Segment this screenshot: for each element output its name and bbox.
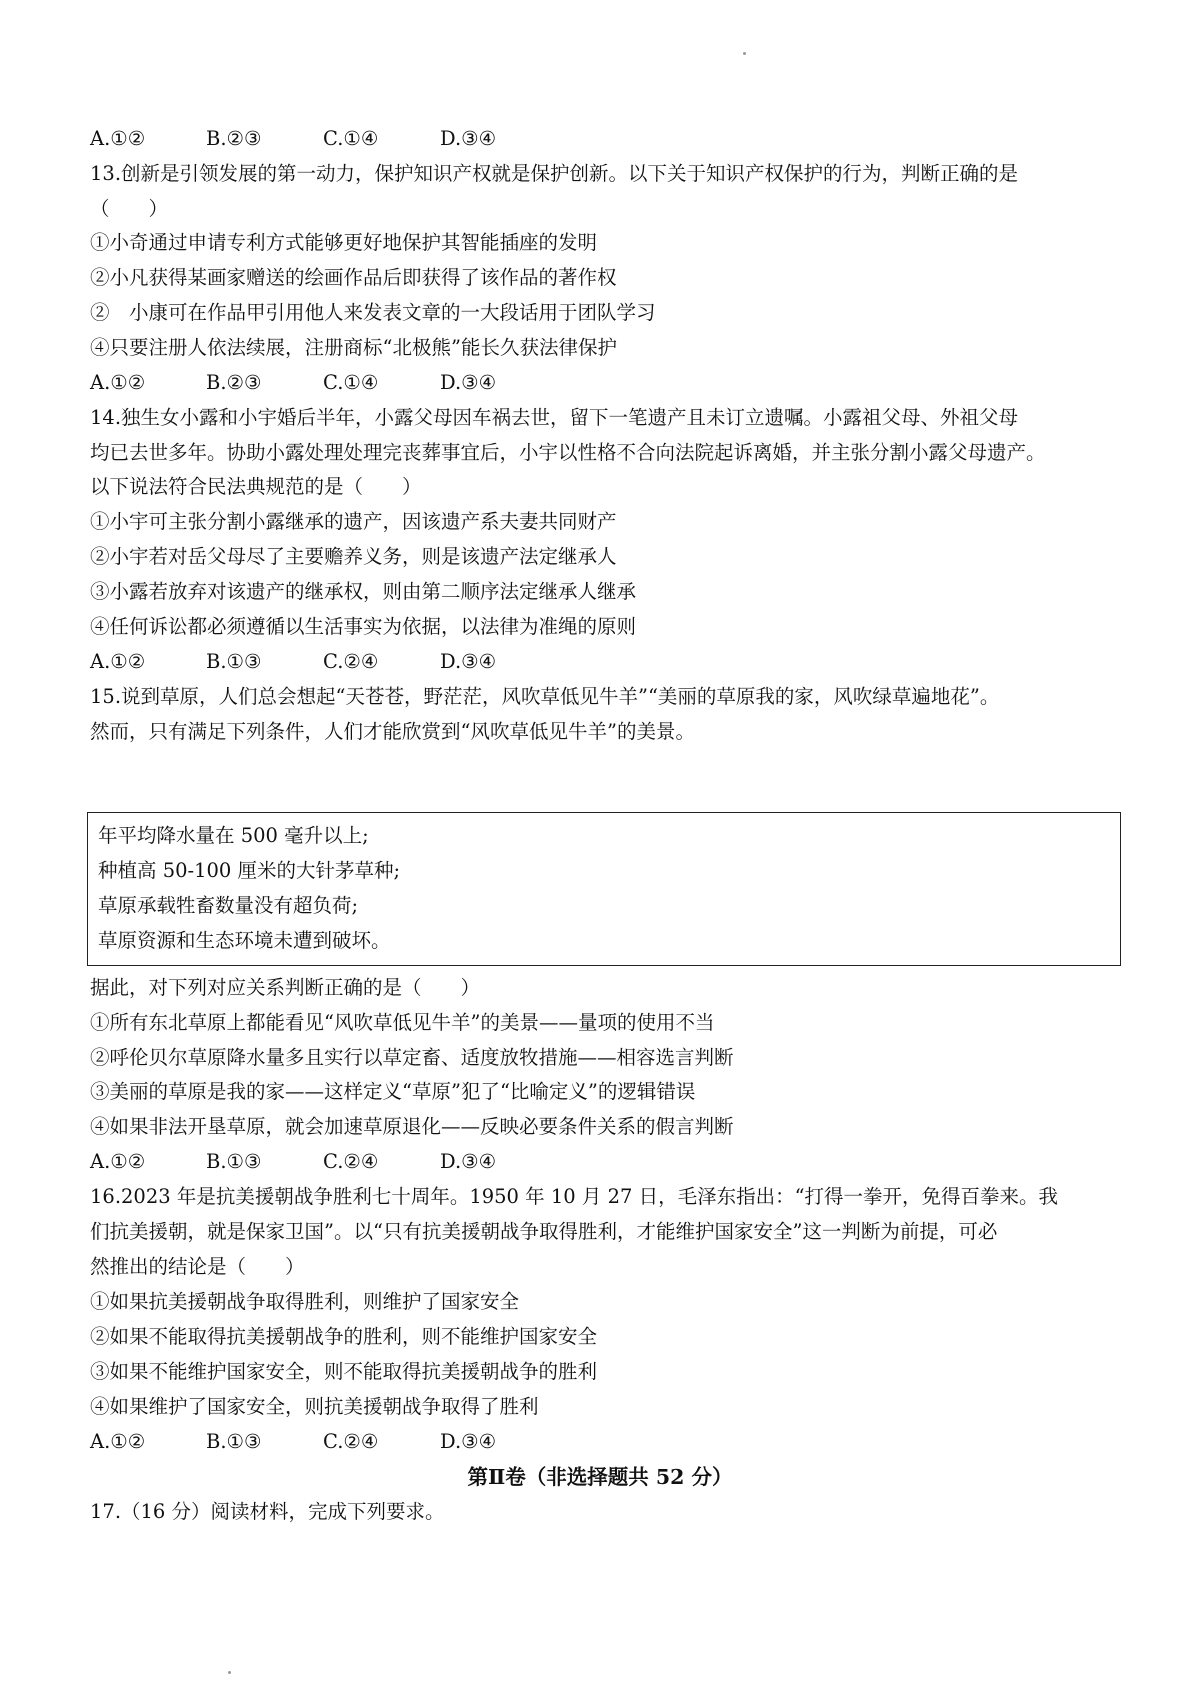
q13-stem-line2: （ ） — [90, 197, 169, 220]
q15-box-line-1: 年平均降水量在 500 毫升以上; — [98, 824, 369, 847]
section2-title: 第Ⅱ卷（非选择题共 52 分） — [467, 1465, 733, 1489]
q13-stem-line1: 13.创新是引领发展的第一动力，保护知识产权就是保护创新。以下关于知识产权保护的行为，判断正确的是 — [90, 162, 1019, 185]
q15-item-1: ①所有东北草原上都能看见“风吹草低见牛羊”的美景——量项的使用不当 — [90, 1011, 715, 1034]
q16-stem-line3: 然推出的结论是（ ） — [90, 1255, 305, 1278]
q14-option-c: C.②④ — [323, 650, 379, 673]
q15-item-4: ④如果非法开垦草原，就会加速草原退化——反映必要条件关系的假言判断 — [90, 1115, 734, 1138]
q13-item-2: ②小凡获得某画家赠送的绘画作品后即获得了该作品的著作权 — [90, 266, 617, 289]
scan-dot-bottom — [228, 1671, 231, 1674]
q15-question: 据此，对下列对应关系判断正确的是（ ） — [90, 976, 481, 999]
q14-stem-line2: 均已去世多年。协助小露处理处理完丧葬事宜后，小宇以性格不合向法院起诉离婚，并主张分割小露父母遗产。 — [90, 441, 1046, 464]
q15-box-line-4: 草原资源和生态环境未遭到破坏。 — [98, 929, 391, 952]
q16-option-a: A.①② — [90, 1430, 146, 1453]
q15-option-d: D.③④ — [440, 1150, 497, 1173]
q16-item-3: ③如果不能维护国家安全，则不能取得抗美援朝战争的胜利 — [90, 1360, 598, 1383]
q13-option-d: D.③④ — [440, 371, 497, 394]
q14-item-4: ④任何诉讼都必须遵循以生活事实为依据，以法律为准绳的原则 — [90, 615, 637, 638]
q14-item-2: ②小宇若对岳父母尽了主要赡养义务，则是该遗产法定继承人 — [90, 545, 617, 568]
q14-option-a: A.①② — [90, 650, 146, 673]
q15-stem-line2: 然而，只有满足下列条件，人们才能欣赏到“风吹草低见牛羊”的美景。 — [90, 720, 695, 743]
q16-option-c: C.②④ — [323, 1430, 379, 1453]
q13-option-b: B.②③ — [206, 371, 262, 394]
q16-option-d: D.③④ — [440, 1430, 497, 1453]
q15-box-line-3: 草原承载牲畜数量没有超负荷; — [98, 894, 359, 917]
q14-option-b: B.①③ — [206, 650, 262, 673]
q14-item-1: ①小宇可主张分割小露继承的遗产，因该遗产系夫妻共同财产 — [90, 510, 617, 533]
q15-option-c: C.②④ — [323, 1150, 379, 1173]
q15-option-b: B.①③ — [206, 1150, 262, 1173]
q13-item-3: ② 小康可在作品甲引用他人来发表文章的一大段话用于团队学习 — [90, 301, 656, 324]
q15-item-2: ②呼伦贝尔草原降水量多且实行以草定畜、适度放牧措施——相容选言判断 — [90, 1046, 734, 1069]
q16-item-2: ②如果不能取得抗美援朝战争的胜利，则不能维护国家安全 — [90, 1325, 598, 1348]
q13-option-a: A.①② — [90, 371, 146, 394]
q14-stem-line3: 以下说法符合民法典规范的是（ ） — [90, 475, 422, 498]
q16-stem-line1: 16.2023 年是抗美援朝战争胜利七十周年。1950 年 10 月 27 日，毛泽东指出：“打得一拳开，免得百拳来。我 — [90, 1185, 1059, 1208]
q12-option-b: B.②③ — [206, 127, 262, 150]
q15-stem-line1: 15.说到草原，人们总会想起“天苍苍，野茫茫，风吹草低见牛羊”“美丽的草原我的家，风吹绿草遍地花”。 — [90, 685, 1000, 708]
q14-stem-line1: 14.独生女小露和小宇婚后半年，小露父母因车祸去世，留下一笔遗产且未订立遗嘱。小露祖父母、外祖父母 — [90, 406, 1019, 429]
q13-item-1: ①小奇通过申请专利方式能够更好地保护其智能插座的发明 — [90, 231, 598, 254]
q16-option-b: B.①③ — [206, 1430, 262, 1453]
q14-option-d: D.③④ — [440, 650, 497, 673]
q16-stem-line2: 们抗美援朝，就是保家卫国”。以“只有抗美援朝战争取得胜利，才能维护国家安全”这一判断为前提，可必 — [90, 1220, 998, 1243]
q15-item-3: ③美丽的草原是我的家——这样定义“草原”犯了“比喻定义”的逻辑错误 — [90, 1080, 696, 1103]
q14-item-3: ③小露若放弃对该遗产的继承权，则由第二顺序法定继承人继承 — [90, 580, 637, 603]
q16-item-4: ④如果维护了国家安全，则抗美援朝战争取得了胜利 — [90, 1395, 539, 1418]
q15-box-line-2: 种植高 50-100 厘米的大针茅草种; — [98, 859, 401, 882]
q13-item-4: ④只要注册人依法续展，注册商标“北极熊”能长久获法律保护 — [90, 336, 617, 359]
q12-option-d: D.③④ — [440, 127, 497, 150]
q16-item-1: ①如果抗美援朝战争取得胜利，则维护了国家安全 — [90, 1290, 520, 1313]
q15-conditions-box — [87, 812, 1121, 966]
q12-option-c: C.①④ — [323, 127, 379, 150]
q17-stem: 17.（16 分）阅读材料，完成下列要求。 — [90, 1500, 445, 1523]
q15-option-a: A.①② — [90, 1150, 146, 1173]
q12-option-a: A.①② — [90, 127, 146, 150]
q13-option-c: C.①④ — [323, 371, 379, 394]
scan-dot-top — [743, 52, 746, 55]
